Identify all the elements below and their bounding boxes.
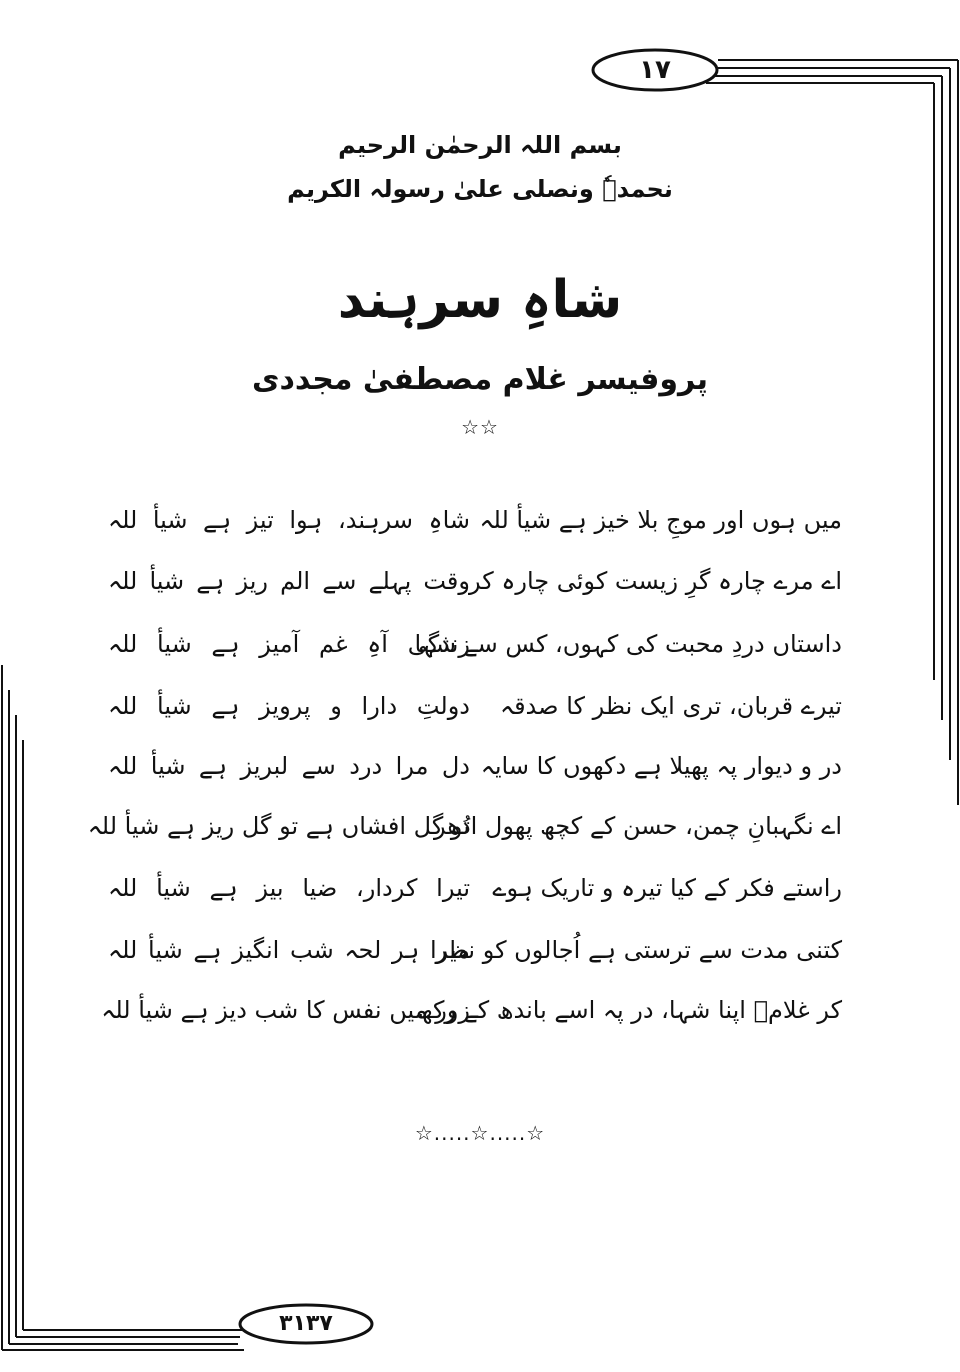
couplet [0,988,960,1032]
couplet [0,684,960,728]
page-number-top: ١٧ [639,55,671,85]
couplet [0,928,960,972]
couplet [0,622,960,666]
misra-second: وقت پہلے سے الم ریز ہے شیأ للہ [108,567,470,595]
poem-author: پروفیسر غلام مصطفیٰ مجددی [252,362,708,397]
misra-second: دل مرا درد سے لبریز ہے شیأ للہ [108,752,470,780]
misra-first: تیرے قربان، تری ایک نظر کا صدقہ [500,692,842,720]
misra-second: تیرا کردار، ضیا بیز ہے شیأ للہ [108,874,470,902]
misra-first: کتنی مدت سے ترستی ہے اُجالوں کو نظر [435,936,842,964]
couplet [0,498,960,542]
durood-heading: نحمدہٗ ونصلی علیٰ رسولہ الکریم [287,175,673,203]
misra-first: کر غلامؔ اپنا شہا، در پہ اسے باندھ کے رکھ [417,996,842,1024]
misra-second: زندگی آہِ غم آمیز ہے شیأ للہ [108,630,470,658]
misra-second: میرا ہر لحہ شب انگیز ہے شیأ للہ [108,936,470,964]
couplet [0,744,960,788]
misra-second: دولتِ دارا و پرویز ہے شیأ للہ [108,692,470,720]
couplet [0,866,960,910]
misra-first: اے نگہبانِ چمن، حسن کے کچھ پھول ادھر [434,812,842,840]
poem-title: شاہِ سرہند [337,270,623,330]
misra-second: زور میں نفس کا شب دیز ہے شیأ للہ [101,996,470,1024]
couplet [0,804,960,848]
couplet [0,559,960,603]
misra-first: داستاں دردِ محبت کی کہوں، کس سے شہا [414,630,842,658]
bismillah-heading: بسم اللہ الرحمٰن الرحیم [338,131,622,159]
misra-first: راستے فکر کے کیا تیرہ و تاریک ہوے [492,874,842,902]
misra-second: تُو گل افشاں ہے تو گل ریز ہے شیأ للہ [87,812,470,840]
misra-first: اے مرے چارہ گرِ زیست کوئی چارہ کر [469,567,842,595]
page-number-bottom: ٣١٣٧ [279,1311,333,1336]
stars-ornament-top: ☆☆ [461,415,499,439]
misra-first: میں ہوں اور موجِ بلا خیز ہے شیأ للہ [479,506,842,534]
stars-ornament-end: ☆.....☆.....☆ [414,1121,546,1145]
misra-first: در و دیوار پہ پھیلا ہے دکھوں کا سایہ [480,752,842,780]
misra-second: شاہِ سرہند، ہوا تیز ہے شیأ للہ [108,506,470,534]
